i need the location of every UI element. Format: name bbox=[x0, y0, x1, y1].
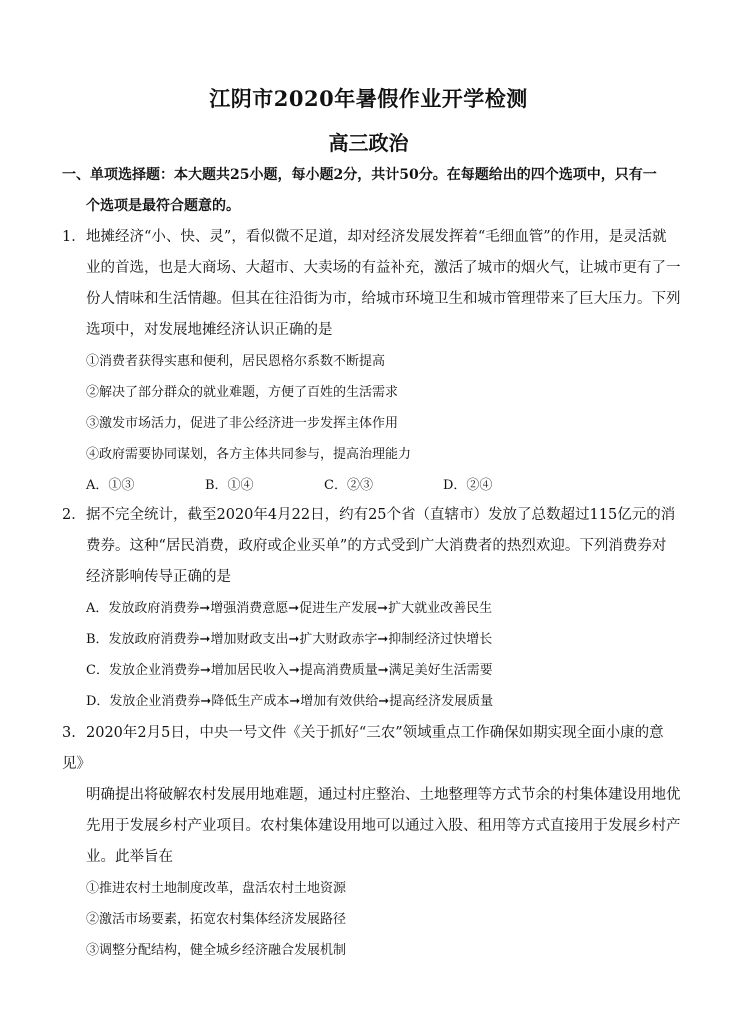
question-stem-line: 选项中，对发展地摊经济认识正确的是 bbox=[86, 322, 333, 338]
statement-item: ④政府需要协同谋划，各方主体共同参与，提高治理能力 bbox=[86, 447, 412, 462]
question-stem-line: 2．据不完全统计，截至2020年4月22日，约有25个省（直辖市）发放了总数超过115亿元的消 bbox=[62, 500, 682, 531]
statement-item: ②激活市场要素，拓宽农村集体经济发展路径 bbox=[86, 912, 347, 927]
statement-item: ③激发市场活力，促进了非公经济进一步发挥主体作用 bbox=[86, 416, 399, 431]
answer-choices bbox=[62, 470, 682, 501]
question-number: 3. bbox=[62, 725, 76, 741]
option-c[interactable]: C．发放企业消费券➞增加居民收入➞提高消费质量➞满足美好生活需要 bbox=[86, 663, 493, 678]
question-number: 2． bbox=[62, 507, 86, 523]
statement-item: ①消费者获得实惠和便利，居民恩格尔系数不断提高 bbox=[86, 354, 386, 369]
choice-b[interactable]: B．①④ bbox=[205, 478, 254, 493]
question-stem bbox=[62, 500, 682, 593]
question-stem-line: 3. 2020年2月5日，中央一号文件《关于抓好“三农”领域重点工作确保如期实现全面小康的意见》 bbox=[62, 718, 682, 780]
question-stem bbox=[62, 718, 682, 873]
choice-a[interactable]: A．①③ bbox=[86, 478, 135, 493]
question-stem-line: 业的首选，也是大商场、大超市、大卖场的有益补充，激活了城市的烟火气，让城市更有了一 bbox=[86, 260, 681, 276]
option-b[interactable]: B．发放政府消费券➞增加财政支出➞扩大财政赤字➞抑制经济过快增长 bbox=[86, 632, 493, 647]
question-stem-line: 1．地摊经济“小、快、灵”，看似微不足道，却对经济发展发挥着“毛细血管”的作用，是灵活就 bbox=[62, 222, 682, 253]
statement-item: ③调整分配结构，健全城乡经济融合发展机制 bbox=[86, 943, 347, 958]
question-2 bbox=[62, 500, 682, 717]
question-stem-line: 份人情味和生活情趣。但其在往沿街为市，给城市环境卫生和城市管理带来了巨大压力。下列 bbox=[86, 291, 681, 307]
question-1 bbox=[62, 222, 682, 501]
question-stem bbox=[62, 222, 682, 346]
question-stem-line: 费券。这种“居民消费，政府或企业买单”的方式受到广大消费者的热烈欢迎。下列消费券对 bbox=[86, 538, 667, 554]
statement-item: ①推进农村土地制度改革，盘活农村土地资源 bbox=[86, 881, 347, 896]
section-heading-line: 一、单项选择题：本大题共25小题，每小题2分，共计50分。在每题给出的四个选项中，只有一 bbox=[62, 167, 657, 183]
choice-c[interactable]: C．②③ bbox=[324, 478, 373, 493]
question-stem-line: 业。此举旨在 bbox=[86, 849, 173, 865]
page-subtitle: 高三政治 bbox=[328, 131, 409, 155]
question-stem-line: 经济影响传导正确的是 bbox=[86, 569, 231, 585]
statement-item: ②解决了部分群众的就业难题，方便了百姓的生活需求 bbox=[86, 385, 399, 400]
option-d[interactable]: D．发放企业消费券➞降低生产成本➞增加有效供给➞提高经济发展质量 bbox=[86, 694, 494, 709]
question-stem-line: 先用于发展乡村产业项目。农村集体建设用地可以通过入股、租用等方式直接用于发展乡村产 bbox=[86, 818, 681, 834]
question-3 bbox=[62, 718, 682, 966]
page-title: 江阴市2020年暑假作业开学检测 bbox=[209, 86, 528, 111]
choice-d[interactable]: D．②④ bbox=[443, 478, 493, 493]
question-stem-line: 明确提出将破解农村发展用地难题，通过村庄整治、土地整理等方式节余的村集体建设用地优 bbox=[86, 787, 681, 803]
section-heading bbox=[62, 160, 682, 222]
section-heading-line: 个选项是最符合题意的。 bbox=[86, 198, 240, 214]
question-number: 1． bbox=[62, 229, 86, 245]
option-a[interactable]: A．发放政府消费券➞增强消费意愿➞促进生产发展➞扩大就业改善民生 bbox=[86, 601, 493, 616]
